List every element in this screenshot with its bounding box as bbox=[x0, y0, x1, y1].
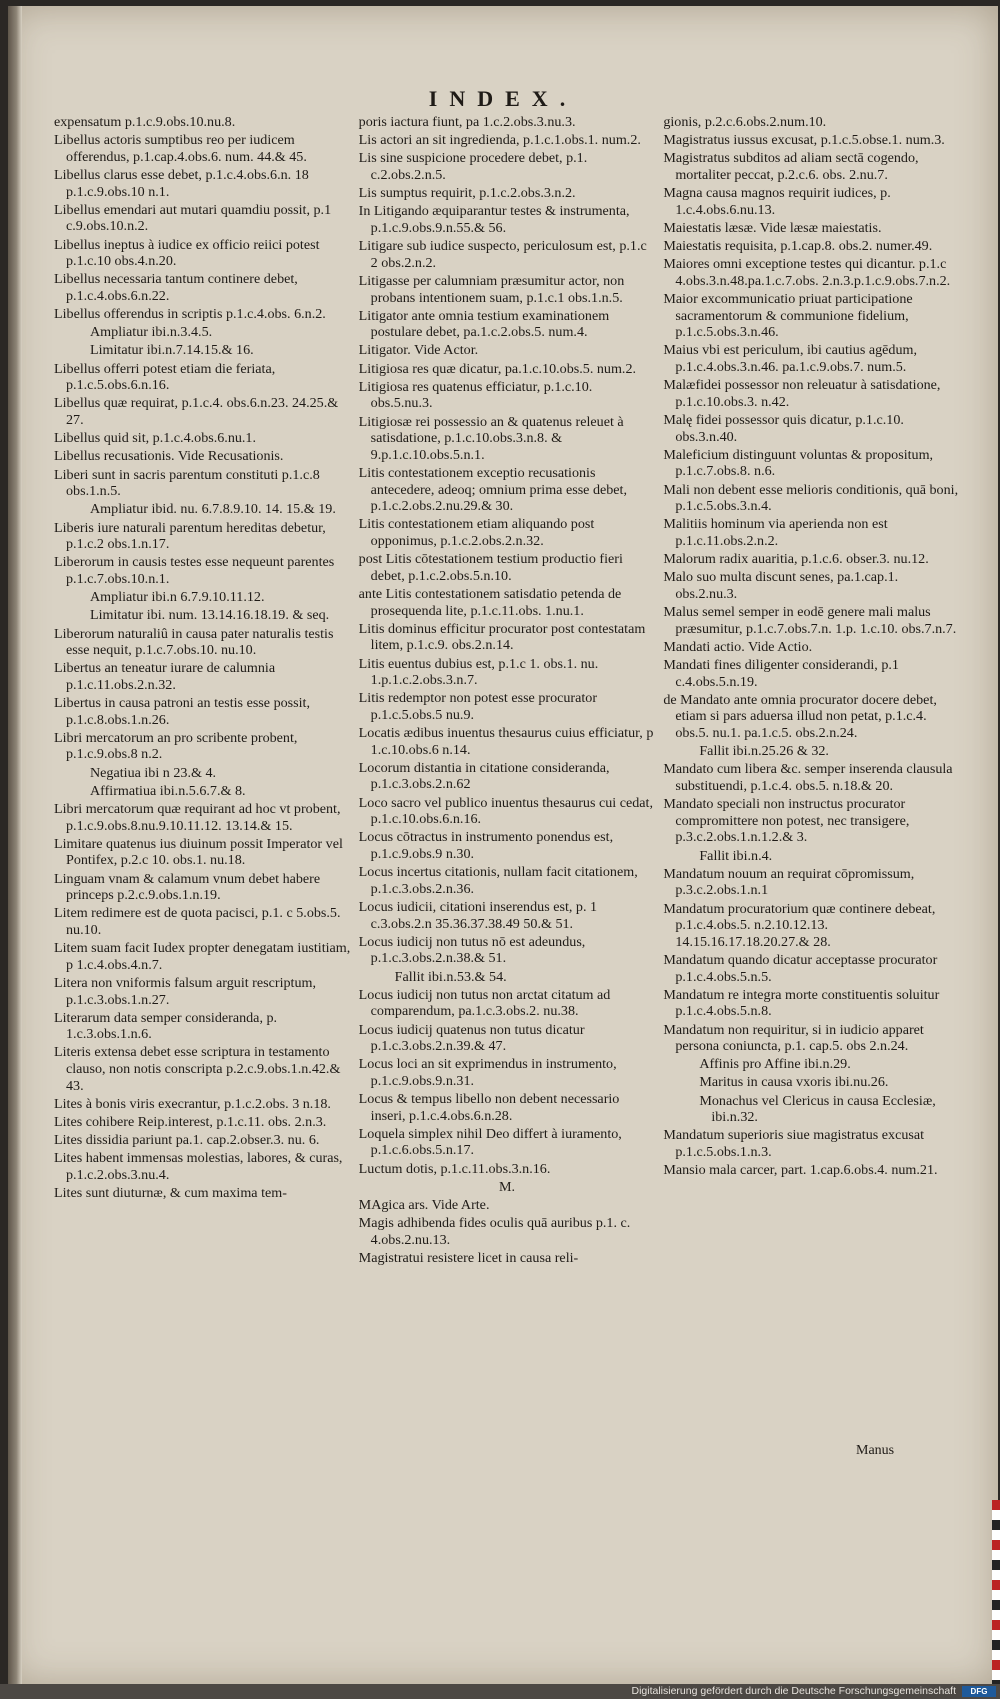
index-entry: Lis sumptus requirit, p.1.c.2.obs.3.n.2. bbox=[358, 185, 576, 202]
index-entry: gionis, p.2.c.6.obs.2.num.10. bbox=[663, 114, 827, 130]
index-entry: Loco sacro vel publico inuentus thesaurus cui cedat, p.1.c.10.obs.6.n.16. bbox=[358, 794, 653, 828]
index-entry: Lites sunt diuturnæ, & cum maxima tem- bbox=[54, 1185, 287, 1202]
index-entry: ante Litis contestationem satisdatio petenda de prosequenda lite, p.1.c.11.obs. 1.nu.1. bbox=[358, 585, 622, 619]
index-entry: Literarum data semper consideranda, p. 1.c.3.obs.1.n.6. bbox=[54, 1009, 278, 1043]
index-entry: Litigasse per calumniam præsumitur actor, non probans intentionem suam, p.1.c.1 obs.1.n.5. bbox=[358, 272, 625, 306]
page-header: INDEX. bbox=[428, 86, 578, 111]
index-entry: Mandati actio. Vide Actio. bbox=[663, 638, 813, 655]
index-entry: Limitatur ibi. num. 13.14.16.18.19. & seq. bbox=[90, 607, 330, 624]
index-entry: Litis contestationem exceptio recusationis antecedere, adeoq; omnium prima esse debet, p.1.c.2.obs.2.nu.29.& 30. bbox=[358, 465, 627, 515]
index-entry: Mandati fines diligenter considerandi, p.1 c.4.obs.5.n.19. bbox=[663, 657, 899, 690]
index-columns bbox=[54, 114, 960, 1268]
index-entry: Libellus ineptus à iudice ex officio reiici potest p.1.c.10 obs.4.n.20. bbox=[54, 236, 320, 270]
index-entry: Libellus quid sit, p.1.c.4.obs.6.nu.1. bbox=[54, 430, 257, 447]
index-entry: Malorum radix auaritia, p.1.c.6. obser.3. nu.12. bbox=[663, 551, 929, 568]
index-entry: Malo suo multa discunt senes, pa.1.cap.1. obs.2.nu.3. bbox=[663, 569, 899, 602]
index-entry: Lites dissidia pariunt pa.1. cap.2.obser.3. nu. 6. bbox=[54, 1132, 320, 1149]
dfg-logo-icon: DFG bbox=[962, 1686, 996, 1697]
index-entry: expensatum p.1.c.9.obs.10.nu.8. bbox=[54, 114, 236, 130]
index-entry: Malę fidei possessor quis dicatur, p.1.c.10. obs.3.n.40. bbox=[663, 412, 904, 445]
index-entry: Locus cōtractus in instrumento ponendus est, p.1.c.9.obs.9 n.30. bbox=[358, 829, 614, 862]
index-entry: Mandatum non requiritur, si in iudicio apparet persona coniuncta, p.1. cap.5. obs 2.n.24. bbox=[663, 1021, 924, 1055]
index-entry: de Mandato ante omnia procurator docere debet, etiam si pars aduersa illud non petat, p.1.c.4. obs.5. nu.1. pa.1.c.5. obs.2.n.24. bbox=[663, 691, 937, 742]
index-entry: Litis contestationem etiam aliquando post opponimus, p.1.c.2.obs.2.n.32. bbox=[358, 516, 595, 549]
index-entry: Malitiis hominum via aperienda non est p.1.c.11.obs.2.n.2. bbox=[663, 516, 888, 549]
index-entry: Litigiosæ rei possessio an & quatenus releuet à satisdatione, p.1.c.10.obs.3.n.8. & 9.p.1.c.10.obs.5.n.1. bbox=[358, 413, 624, 463]
index-entry: Libellus actoris sumptibus reo per iudicem offerendus, p.1.cap.4.obs.6. num. 44.& 45. bbox=[54, 132, 307, 165]
index-entry: Locus incertus citationis, nullam facit citationem, p.1.c.3.obs.2.n.36. bbox=[358, 864, 638, 897]
index-entry: Fallit ibi.n.4. bbox=[699, 847, 773, 864]
index-entry: Libellus clarus esse debet, p.1.c.4.obs.6.n. 18 p.1.c.9.obs.10 n.1. bbox=[54, 166, 309, 200]
index-entry: MAgica ars. Vide Arte. bbox=[358, 1197, 490, 1213]
index-entry: Locus iudicij non tutus non arctat citatum ad comparendum, pa.1.c.3.obs.2. nu.38. bbox=[358, 986, 611, 1020]
index-entry: Maritus in causa vxoris ibi.nu.26. bbox=[699, 1074, 889, 1091]
index-entry: poris iactura fiunt, pa 1.c.2.obs.3.nu.3. bbox=[358, 114, 576, 130]
index-entry: Locus iudicij non tutus nō est adeundus, p.1.c.3.obs.2.n.38.& 51. bbox=[358, 933, 586, 967]
index-entry: Litigiosa res quæ dicatur, pa.1.c.10.obs.5. num.2. bbox=[358, 360, 637, 377]
index-entry: Locatis ædibus inuentus thesaurus cuius efficiatur, p 1.c.10.obs.6 n.14. bbox=[358, 725, 654, 758]
index-entry: Mandato speciali non instructus procurator compromittere non potest, nec transigere, p.3.c.2.obs.1.n.1.2.& 3. bbox=[663, 796, 910, 846]
index-entry: Loquela simplex nihil Deo differt à iuramento, p.1.c.6.obs.5.n.17. bbox=[358, 1125, 622, 1159]
index-entry: Libri mercatorum quæ requirant ad hoc vt probent, p.1.c.9.obs.8.nu.9.10.11.12. 13.14.& 15. bbox=[54, 801, 341, 834]
index-entry: Locus loci an sit exprimendus in instrumento, p.1.c.9.obs.9.n.31. bbox=[358, 1056, 617, 1089]
index-entry: Lis sine suspicione procedere debet, p.1. c.2.obs.2.n.5. bbox=[358, 150, 588, 183]
index-entry: Malus semel semper in eodē genere mali malus præsumitur, p.1.c.7.obs.7.n. 1.p. 1.c.10. obs.7.n.7. bbox=[663, 604, 957, 637]
index-entry: Liberorum in causis testes esse nequeunt parentes p.1.c.7.obs.10.n.1. bbox=[54, 554, 335, 587]
index-entry: Locus iudicii, citationi inserendus est, p. 1 c.3.obs.2.n 35.36.37.38.49 50.& 51. bbox=[358, 898, 598, 932]
index-entry: Monachus vel Clericus in causa Ecclesiæ, ibi.n.32. bbox=[699, 1092, 936, 1126]
index-entry: Litis dominus efficitur procurator post contestatam litem, p.1.c.9. obs.2.n.14. bbox=[358, 620, 646, 654]
catchword: Manus bbox=[856, 1443, 895, 1458]
index-entry: Mandatum procuratorium quæ continere debeat, p.1.c.4.obs.5. n.2.10.12.13. 14.15.16.17.18.20.27.& 28. bbox=[663, 900, 936, 950]
index-entry: Mandatum superioris siue magistratus excusat p.1.c.5.obs.1.n.3. bbox=[663, 1127, 925, 1161]
index-entry: Libri mercatorum an pro scribente probent, p.1.c.9.obs.8 n.2. bbox=[54, 729, 298, 763]
index-entry: Liberorum naturaliû in causa pater naturalis testis esse nequit, p.1.c.7.obs.10. nu.10. bbox=[54, 625, 334, 659]
index-entry: Luctum dotis, p.1.c.11.obs.3.n.16. bbox=[358, 1160, 551, 1177]
index-entry: Magis adhibenda fides oculis quā auribus p.1. c. 4.obs.2.nu.13. bbox=[358, 1215, 631, 1248]
book-page bbox=[8, 6, 998, 1686]
index-entry: Litis euentus dubius est, p.1.c 1. obs.1. nu. 1.p.1.c.2.obs.3.n.7. bbox=[358, 655, 599, 689]
index-entry: Ampliatur ibid. nu. 6.7.8.9.10. 14. 15.& 19. bbox=[90, 501, 336, 518]
index-entry: Libellus necessaria tantum continere debet, p.1.c.4.obs.6.n.22. bbox=[54, 271, 298, 304]
index-entry: Locus & tempus libello non debent necessario inseri, p.1.c.4.obs.6.n.28. bbox=[358, 1091, 620, 1124]
index-entry: Litem redimere est de quota pacisci, p.1. c 5.obs.5. nu.10. bbox=[54, 905, 341, 938]
index-column-3 bbox=[663, 114, 960, 1268]
index-entry: Maiestatis requisita, p.1.cap.8. obs.2. numer.49. bbox=[663, 238, 933, 255]
footer-text: Digitalisierung gefördert durch die Deutsche Forschungsgemeinschaft bbox=[631, 1685, 956, 1697]
index-entry: In Litigando æquiparantur testes & instrumenta, p.1.c.9.obs.9.n.55.& 56. bbox=[358, 203, 630, 236]
index-entry: Locus iudicij quatenus non tutus dicatur p.1.c.3.obs.2.n.39.& 47. bbox=[358, 1021, 585, 1055]
index-entry: Libellus offerri potest etiam die feriata, p.1.c.5.obs.6.n.16. bbox=[54, 360, 276, 394]
index-entry: Litigare sub iudice suspecto, periculosum est, p.1.c 2 obs.2.n.2. bbox=[358, 238, 647, 271]
index-entry: Libellus offerendus in scriptis p.1.c.4.obs. 6.n.2. bbox=[54, 306, 326, 323]
index-entry: Ampliatur ibi.n.3.4.5. bbox=[90, 324, 213, 341]
index-entry: Fallit ibi.n.25.26 & 32. bbox=[699, 743, 829, 760]
index-entry: Magistratui resistere licet in causa reli- bbox=[358, 1249, 579, 1266]
index-entry: Libellus recusationis. Vide Recusationis. bbox=[54, 448, 284, 465]
index-entry: Negatiua ibi n 23.& 4. bbox=[90, 764, 217, 781]
index-entry: Mandato cum libera &c. semper inserenda clausula substituendi, p.1.c.4. obs.5. n.18.& 20. bbox=[663, 761, 953, 795]
index-entry: Magistratus subditos ad aliam sectā cogendo, mortaliter peccat, p.2.c.6. obs. 2.nu.7. bbox=[663, 150, 919, 183]
index-entry: Liberi sunt in sacris parentum constituti p.1.c.8 obs.1.n.5. bbox=[54, 466, 320, 500]
index-entry: Linguam vnam & calamum vnum debet habere princeps p.2.c.9.obs.1.n.19. bbox=[54, 870, 321, 904]
index-entry: Maius vbi est periculum, ibi cautius agēdum, p.1.c.4.obs.3.n.46. pa.1.c.9.obs.7. num.5. bbox=[663, 342, 917, 376]
index-column-2 bbox=[359, 114, 656, 1268]
index-entry: Litera non vniformis falsum arguit rescriptum, p.1.c.3.obs.1.n.27. bbox=[54, 974, 316, 1008]
page-binding bbox=[8, 6, 22, 1686]
color-scale-strip bbox=[992, 1500, 1000, 1684]
index-entry: Libellus emendari aut mutari quamdiu possit, p.1 c.9.obs.10.n.2. bbox=[54, 201, 332, 235]
index-entry: Literis extensa debet esse scriptura in testamento clauso, non notis conscripta p.2.c.9.obs.1.n.42.& 43. bbox=[54, 1044, 341, 1094]
index-entry: Lites habent immensas molestias, labores, & curas, p.1.c.2.obs.3.nu.4. bbox=[54, 1150, 343, 1183]
index-entry: Malæfidei possessor non releuatur à satisdatione, p.1.c.10.obs.3. n.42. bbox=[663, 377, 941, 410]
index-entry: Maiestatis læsæ. Vide læsæ maiestatis. bbox=[663, 219, 882, 236]
index-entry: Mandatum quando dicatur acceptasse procurator p.1.c.4.obs.5.n.5. bbox=[663, 951, 938, 985]
index-entry: Maiores omni exceptione testes qui dicantur. p.1.c 4.obs.3.n.48.pa.1.c.7.obs. 2.n.3.p.1.c.9.obs.7.n.2. bbox=[663, 256, 951, 289]
index-entry: Fallit ibi.n.53.& 54. bbox=[394, 968, 507, 985]
index-entry: Libellus quæ requirat, p.1.c.4. obs.6.n.23. 24.25.& 27. bbox=[54, 395, 339, 429]
index-entry: Limitare quatenus ius diuinum possit Imperator vel Pontifex, p.2.c 10. obs.1. nu.18. bbox=[54, 835, 343, 869]
index-entry: Litem suam facit Iudex propter denegatam iustitiam, p 1.c.4.obs.4.n.7. bbox=[54, 940, 351, 973]
index-entry: Libertus an teneatur iurare de calumnia p.1.c.11.obs.2.n.32. bbox=[54, 660, 276, 693]
index-entry: Lis actori an sit ingredienda, p.1.c.1.obs.1. num.2. bbox=[358, 132, 641, 149]
index-entry: Affirmatiua ibi.n.5.6.7.& 8. bbox=[90, 782, 246, 799]
index-entry: Libertus in causa patroni an testis esse possit, p.1.c.8.obs.1.n.26. bbox=[54, 695, 310, 728]
index-entry: Litigator ante omnia testium examinationem postulare debet, pa.1.c.2.obs.5. num.4. bbox=[358, 307, 610, 341]
index-entry: Maior excommunicatio priuat participatione sacramentorum & communione fidelium, p.1.c.5.obs.3.n.46. bbox=[663, 291, 913, 341]
index-entry: Maleficium distinguunt voluntas & propositum, p.1.c.7.obs.8. n.6. bbox=[663, 446, 934, 480]
index-entry: Litis redemptor non potest esse procurator p.1.c.5.obs.5 nu.9. bbox=[358, 690, 598, 723]
index-entry: Mali non debent esse melioris conditionis, quā boni, p.1.c.5.obs.3.n.4. bbox=[663, 481, 959, 515]
index-entry: Locorum distantia in citatione consideranda, p.1.c.3.obs.2.n.62 bbox=[358, 759, 610, 793]
index-entry: Ampliatur ibi.n 6.7.9.10.11.12. bbox=[90, 589, 265, 606]
index-entry: Litigator. Vide Actor. bbox=[358, 342, 479, 359]
index-entry: Lites à bonis viris execrantur, p.1.c.2.obs. 3 n.18. bbox=[54, 1095, 331, 1112]
index-entry: Magistratus iussus excusat, p.1.c.5.obse.1. num.3. bbox=[663, 132, 945, 149]
index-entry: Affinis pro Affine ibi.n.29. bbox=[699, 1056, 851, 1073]
index-entry: Mandatum re integra morte constituentis soluitur p.1.c.4.obs.5.n.8. bbox=[663, 986, 940, 1020]
index-column-1 bbox=[54, 114, 351, 1268]
index-entry: Litigiosa res quatenus efficiatur, p.1.c.10. obs.5.nu.3. bbox=[358, 378, 593, 412]
section-letter: M. bbox=[498, 1178, 516, 1195]
index-entry: post Litis cōtestationem testium productio fieri debet, p.1.c.2.obs.5.n.10. bbox=[358, 551, 623, 584]
index-entry: Mandatum nouum an requirat cōpromissum, p.3.c.2.obs.1.n.1 bbox=[663, 865, 915, 899]
index-entry: Liberis iure naturali parentum hereditas debetur, p.1.c.2 obs.1.n.17. bbox=[54, 519, 326, 553]
index-entry: Mansio mala carcer, part. 1.cap.6.obs.4. num.21. bbox=[663, 1162, 938, 1179]
index-entry: Lites cohibere Reip.interest, p.1.c.11. obs. 2.n.3. bbox=[54, 1114, 327, 1131]
footer-bar bbox=[0, 1684, 1000, 1699]
index-entry: Magna causa magnos requirit iudices, p. 1.c.4.obs.6.nu.13. bbox=[663, 185, 891, 218]
index-entry: Limitatur ibi.n.7.14.15.& 16. bbox=[90, 342, 254, 359]
